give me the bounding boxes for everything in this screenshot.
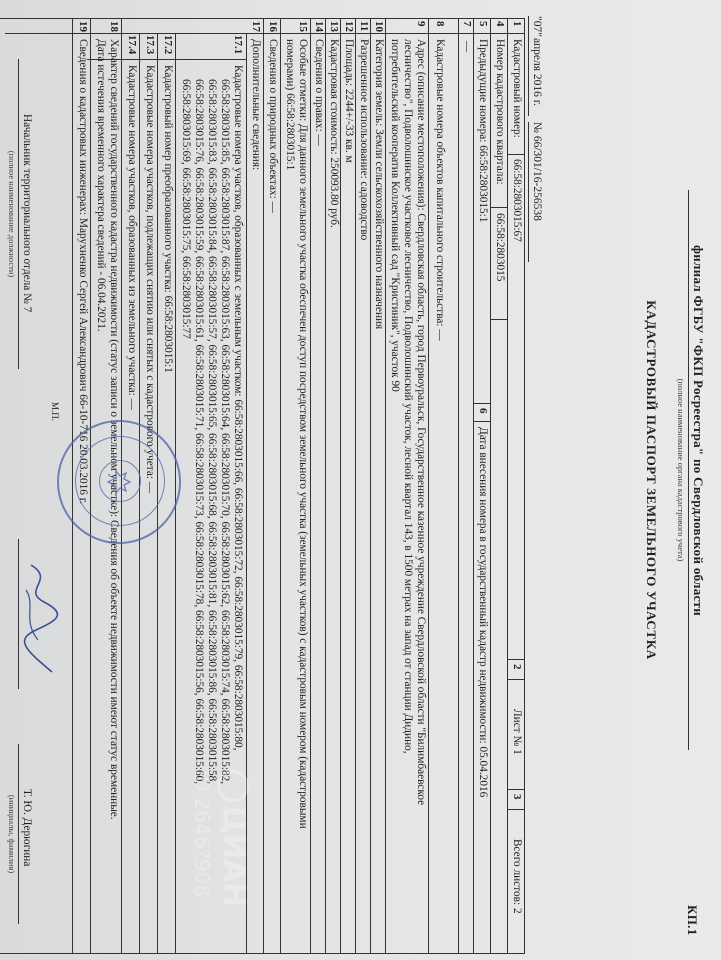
cadastral-value: Кадастровая стоимость: 250093.80 руб. [328, 39, 340, 228]
form-code: КП.1 [685, 905, 700, 936]
capital-objects: Кадастровые номера объектов капитального строительства: — [434, 39, 446, 341]
row-7-value: — [461, 41, 473, 53]
formed-parcels-line-4: 66:58:2803015:76, 66:58:2803015:59, 66:58:2803015:61, 66:58:2803015:71, 66:58:2803015:73, 66:58:2803015:78, 66:58:2803015:56, 66:58:2803015:60, [193, 79, 205, 785]
row-number: 19 [77, 21, 89, 32]
sheet-number: Лист № 1 [511, 709, 523, 755]
registration-date: Дата внесения номера в государственный кадастр недвижимости: 05.04.2016 [477, 427, 489, 798]
row-number: 15 [297, 21, 309, 32]
total-sheets: Всего листов: 2 [511, 839, 523, 914]
name-caption: (инициалы, фамилия) [7, 794, 17, 874]
name-underline [18, 744, 19, 924]
row-number: 10 [373, 21, 385, 32]
row-divider [355, 19, 356, 953]
special-notes-line-2: номерами) 66:58:2803015:1 [284, 39, 296, 171]
row-number: 12 [343, 21, 355, 32]
number-underline [528, 122, 529, 262]
row-divider [490, 19, 491, 953]
eagle-emblem-icon [104, 467, 134, 497]
row-number: 2 [511, 664, 523, 670]
row-divider [370, 19, 371, 953]
row-number: 13 [328, 21, 340, 32]
address-line-1: Адрес (описание местоположения): Свердловская область, город Первоуральск, Государственное казенное учреждение Свердловской области "Билимбаевское [415, 39, 427, 806]
removed-parcels: Кадастровые номера участков, подлежащих снятию или снятых с кадастрового учета: — [144, 65, 156, 494]
row-number: 16 [267, 21, 279, 32]
row-divider [280, 19, 281, 953]
row-number: 5 [477, 21, 489, 27]
row-number: 17.3 [144, 35, 156, 55]
transformed-parcel: Кадастровый номер преобразованного участка: 66:58:2803015:1 [162, 65, 174, 373]
previous-numbers: Предыдущие номера: 66:58:2803015:1 [477, 39, 489, 223]
cadastral-engineers: Сведения о кадастровых инженерах: Марухненко Сергей Александрович 66-10-716 20.03.2016 г. [77, 39, 89, 504]
row-number: 3 [511, 794, 523, 800]
row-divider [458, 19, 459, 953]
natural-objects: Сведения о природных объектах: — [267, 39, 279, 213]
watermark-id: ID 2646?908 [190, 770, 214, 898]
formed-parcels-line-3: 66:58:2803015:83, 66:58:2803015:84, 66:58:2803015:57, 66:58:2803015:65, 66:58:2803015:68, 66:58:2803015:81, 66:58:2803015:86, 66:58:2803015:58, [206, 79, 218, 785]
formed-parcels-line-1: Кадастровые номера участков, образованных с земельным участком: 66:58:2803015:66, 66:58:2803015:72, 66:58:2803015:79, 66:58:2803015:80, [232, 65, 244, 751]
signatory-name: Т. Ю. Дерюгина [21, 789, 33, 867]
position-underline [18, 59, 19, 369]
row-divider [524, 19, 525, 953]
date-day: "07" [531, 16, 543, 37]
date-underline [528, 16, 529, 116]
cadastral-number-value: 66:58:2803015:67 [511, 159, 523, 242]
col-divider [491, 207, 508, 208]
area: Площадь: 2244+/-33 кв. м [343, 39, 355, 163]
row-number: 1 [511, 21, 523, 27]
row-number: 6 [477, 408, 489, 414]
mp-mark: М.П. [50, 402, 60, 422]
record-status-line-2: Дата истечения временного характера сведений - 06.04.2021. [95, 39, 107, 332]
formed-parcels-line-5: 66:58:2803015:69, 66:58:2803015:75, 66:58:2803015:77 [180, 79, 192, 339]
row-divider [473, 19, 474, 953]
document-title: КАДАСТРОВЫЙ ПАСПОРТ ЗЕМЕЛЬНОГО УЧАСТКА [644, 300, 659, 660]
row-number: 17.1 [232, 35, 244, 55]
row-number: 17 [250, 21, 262, 32]
row-number: 8 [434, 21, 446, 27]
row-number: 17.2 [162, 35, 174, 55]
document-number: № 66/301/16-256538 [531, 122, 543, 221]
address-line-2: лесничество", Подволошинское участковое лесничество, Подволошинский участок, лесной квартал 143, в 1500 метрах на запад от станции Дидино, [402, 39, 414, 754]
row-divider [385, 19, 386, 953]
row-divider [428, 19, 429, 953]
watermark-logo-icon [218, 770, 250, 802]
derived-parcels: Кадастровые номера участков, образованных из земельного участка: — [126, 65, 138, 410]
official-seal [57, 420, 181, 544]
quarter-value: 66:58:2803015 [494, 213, 506, 282]
org-line: филиал ФГБУ "ФКП Росреестра" по Свердловской области [691, 245, 706, 617]
row-divider [263, 19, 264, 953]
row-number: 17.4 [126, 35, 138, 55]
col-divider [508, 659, 525, 660]
row-number: 11 [358, 21, 370, 32]
position-caption: (полное наименование должности) [7, 150, 17, 278]
date-rest: апреля 2016 г. [531, 38, 543, 107]
row-divider [340, 19, 341, 953]
address-line-3: потребительский кооператив Коллективный сад "Кристиник", участок 90 [389, 39, 401, 392]
row-divider [507, 19, 508, 953]
row-number: 9 [415, 21, 427, 27]
special-notes-line-1: Особые отметки: Для данного земельного участка обеспечен доступ посредством земельного участка (земельных участков) с кадастровым номером (кадастровыми [297, 39, 309, 829]
additional-info: Дополнительные сведения: [250, 39, 262, 171]
col-divider [508, 809, 525, 810]
signature-icon [16, 560, 66, 680]
watermark-logo-text: ЦИАН [216, 806, 251, 908]
col-divider [508, 154, 525, 155]
org-underline [688, 190, 689, 750]
land-category: Категория земель: Земли сельскохозяйственного назначения [373, 39, 385, 330]
rights-info: Сведения о правах: — [313, 39, 325, 146]
col-divider [491, 319, 508, 320]
row-number: 4 [494, 21, 506, 27]
col-divider [508, 789, 525, 790]
row-number: 18 [108, 21, 120, 32]
col-divider [508, 679, 525, 680]
cadastral-number-label: Кадастровый номер: [511, 39, 523, 138]
quarter-label: Номер кадастрового квартала: [494, 39, 506, 185]
row-divider [310, 19, 311, 953]
col-divider [474, 421, 491, 422]
org-caption: (полное наименование органа кадастрового учета) [676, 378, 686, 562]
formed-parcels-line-2: 66:58:2803015:85, 66:58:2803015:87, 66:58:2803015:63, 66:58:2803015:64, 66:58:2803015:70, 66:58:2803015:62, 66:58:2803015:74, 66:58:2803015:82, [219, 79, 231, 785]
listing-watermark [190, 770, 251, 907]
col-divider [474, 403, 491, 404]
row-number: 14 [313, 21, 325, 32]
record-status-line-1: Характер сведений государственного кадастра недвижимости (статус записи о земельном участке): Сведения об объекте недвижимости имеют статус временные. [108, 39, 120, 820]
row-number: 7 [461, 21, 473, 27]
row-divider [325, 19, 326, 953]
permitted-use: Разрешенное использование: садоводство [358, 39, 370, 241]
signatory-position: Начальник территориального отдела № 7 [21, 114, 33, 313]
